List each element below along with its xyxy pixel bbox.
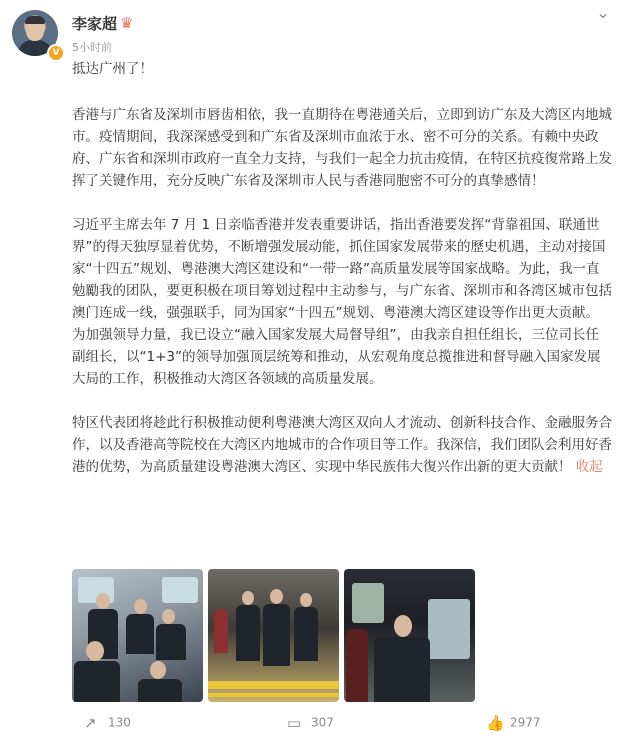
post-paragraph-4 — [72, 412, 612, 478]
person-figure — [374, 637, 430, 702]
post-paragraph-1: 抵达广州了！ — [72, 61, 153, 77]
person-figure — [263, 604, 290, 666]
post-timestamp[interactable]: 5小时前 — [72, 41, 112, 54]
comment-count: 307 — [311, 715, 334, 730]
person-head — [150, 661, 166, 679]
person-head — [394, 615, 412, 637]
chevron-down-icon[interactable]: ⌄ — [596, 3, 610, 22]
photo-walking-on-platform[interactable] — [208, 569, 339, 702]
person-figure — [138, 679, 182, 702]
person-figure — [126, 614, 154, 654]
person-figure — [214, 609, 228, 653]
crown-icon: ♛ — [120, 14, 134, 32]
person-head — [96, 593, 110, 609]
action-bar — [0, 706, 623, 736]
person-head — [134, 599, 147, 614]
train-window — [428, 599, 470, 659]
like-icon: 👍 — [486, 713, 505, 732]
post-paragraph-4-text: 特区代表团将趁此行积极推动便利粤港澳大湾区双向人才流动、创新科技合作、金融服务合作，以及香港高等院校在大湾区内地城市的合作项目等工作。我深信，我们团队会利用好香港的优势，为高质量建设粤港澳大湾区、实现中华民族伟大復兴作出新的更大贡献！ — [72, 415, 612, 475]
photo-seated-on-train[interactable] — [344, 569, 475, 702]
photo-meeting-on-train[interactable] — [72, 569, 203, 702]
platform-stripe — [208, 681, 339, 689]
post-paragraph-3: 习近平主席去年 7 月 1 日亲临香港并发表重要讲话，指出香港要发挥“背靠祖国、联通世界”的得天独厚显着优势，不断增强发展动能，抓住国家发展带来的歷史机遇，主动对接国家“十四五”规划、粤港澳大湾区建设和“一带一路”高质量发展等国家战略。为此，我一直勉勵我的团队，要更积极在项目筹划过程中主动参与，与广东省、深圳市和各湾区城市包括澳门连成一线，强强联手，同为国家“十四五”规划、粤港澳大湾区建设等作出更大贡献。为加强领导力量，我已设立“融入国家发展大局督导组”，由我亲自担任组长，三位司长任副组长，以“1+3”的领导加强顶层统筹和推动，从宏观角度总揽推进和督导融入国家发展大局的工作，积极推动大湾区各领域的高质量发展。 — [72, 217, 612, 387]
repost-icon: ↗ — [84, 713, 97, 732]
person-head — [86, 641, 104, 661]
platform-stripe — [208, 693, 339, 697]
person-figure — [236, 605, 260, 661]
like-button[interactable] — [486, 712, 541, 732]
like-count: 2977 — [510, 715, 541, 730]
image-grid — [72, 569, 512, 702]
verified-badge-icon: V — [47, 44, 65, 62]
repost-button[interactable] — [84, 712, 131, 732]
person-figure — [294, 607, 318, 661]
person-head — [300, 593, 312, 607]
collapse-link[interactable]: 收起 — [575, 459, 603, 475]
seat — [346, 629, 368, 702]
avatar-hair — [25, 16, 45, 24]
person-figure — [156, 624, 186, 660]
person-figure — [74, 661, 120, 702]
comment-button[interactable] — [287, 712, 334, 732]
author-name[interactable]: 李家超 — [72, 15, 118, 33]
repost-count: 130 — [108, 715, 131, 730]
train-window — [352, 583, 384, 623]
comment-icon: ▭ — [287, 713, 302, 732]
post-content — [72, 58, 612, 500]
person-head — [270, 589, 283, 604]
person-head — [162, 609, 175, 624]
post-paragraph-2: 香港与广东省及深圳市唇齿相依，我一直期待在粤港通关后，立即到访广东及大湾区内地城市。疫情期间，我深深感受到和广东省及深圳市血浓于水、密不可分的关系。有赖中央政府、广东省和深圳市政府一直全力支持，与我们一起全力抗击疫情，在特区抗疫復常路上发挥了关键作用，充分反映广东省及深圳市人民与香港同胞密不可分的真挚感情！ — [72, 107, 612, 189]
person-head — [242, 591, 254, 605]
train-window — [162, 577, 198, 603]
